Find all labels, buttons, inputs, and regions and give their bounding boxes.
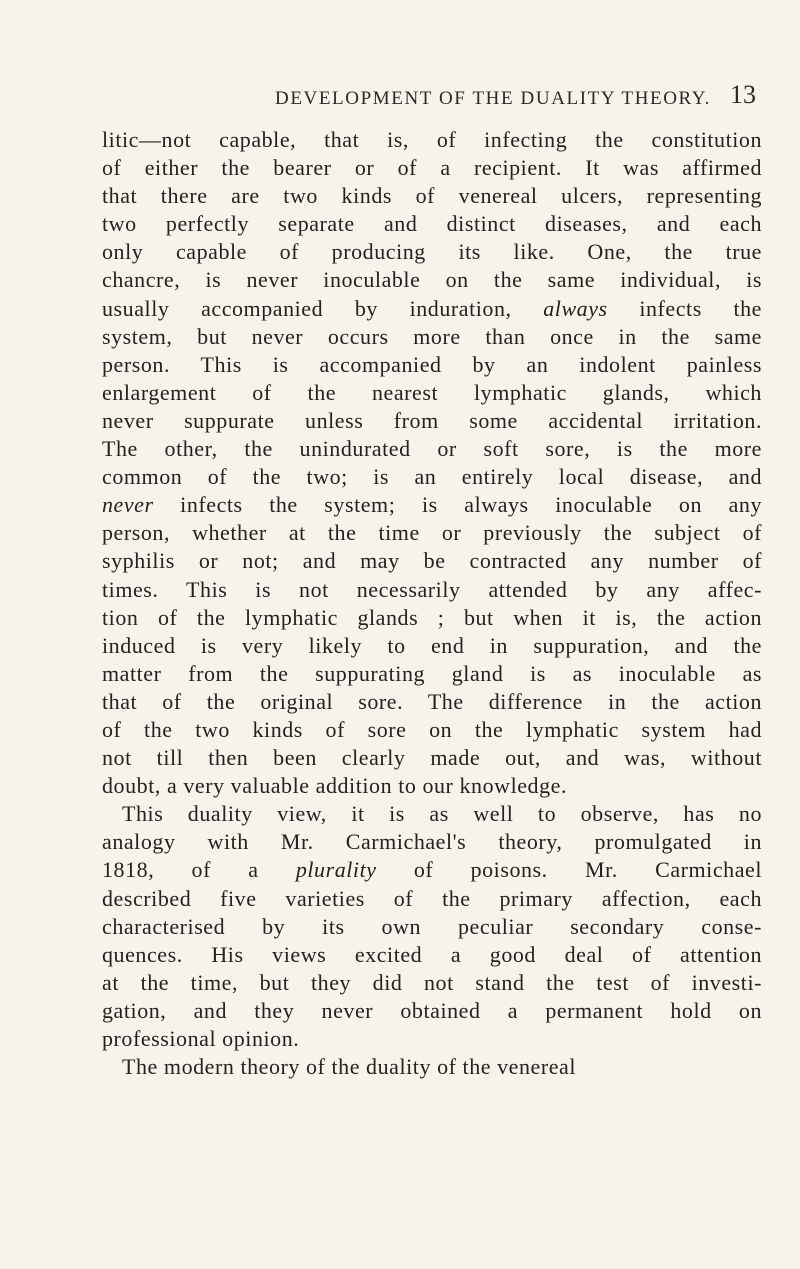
text-line <box>102 800 762 828</box>
text-line <box>102 772 762 800</box>
text-run: induced is very likely to end in suppuration, and the <box>102 632 762 658</box>
text-line <box>102 604 762 632</box>
text-line <box>102 660 762 688</box>
text-line <box>102 632 762 660</box>
text-line <box>102 154 762 182</box>
text-line <box>102 126 762 154</box>
text-line <box>102 688 762 716</box>
text-run: infects the system; is always inoculable on any <box>153 492 762 518</box>
text-line <box>102 463 762 491</box>
text-run: of poisons. Mr. Carmichael <box>376 857 762 883</box>
text-line <box>102 997 762 1025</box>
text-run: tion of the lymphatic glands ; but when it is, the action <box>102 604 762 630</box>
text-line <box>102 435 762 463</box>
text-line <box>102 266 762 294</box>
text-run: that there are two kinds of venereal ulcers, representing <box>102 183 762 209</box>
text-line <box>102 856 762 884</box>
text-line <box>102 182 762 210</box>
text-run: of either the bearer or of a recipient. It was affirmed <box>102 155 762 181</box>
text-line <box>102 323 762 351</box>
text-run: litic—not capable, that is, of infecting the constitution <box>102 127 762 152</box>
text-line <box>102 238 762 266</box>
text-run: at the time, but they did not stand the test of investi- <box>102 969 762 995</box>
text-run: enlargement of the nearest lymphatic glands, which <box>102 379 762 405</box>
text-run: doubt, a very valuable addition to our knowledge. <box>102 773 568 799</box>
text-line <box>102 913 762 941</box>
emphasis-word: plurality <box>295 857 377 883</box>
text-run: never suppurate unless from some accidental irritation. <box>102 407 762 433</box>
text-run: common of the two; is an entirely local disease, and <box>102 464 762 490</box>
text-line <box>102 379 762 407</box>
text-line <box>102 519 762 547</box>
running-head: DEVELOPMENT OF THE DUALITY THEORY. <box>275 88 711 109</box>
emphasis-word: always <box>543 295 608 321</box>
text-run: usually accompanied by induration, <box>102 295 544 321</box>
text-line <box>102 1053 762 1081</box>
text-run: gation, and they never obtained a permanent hold on <box>102 997 762 1023</box>
text-run: system, but never occurs more than once in the same <box>102 323 762 349</box>
body-text <box>102 126 762 1081</box>
text-run: chancre, is never inoculable on the same individual, is <box>102 267 762 293</box>
text-run: matter from the suppurating gland is as inoculable as <box>102 660 762 686</box>
text-run: described five varieties of the primary affection, each <box>102 885 762 911</box>
text-line <box>102 1025 762 1053</box>
text-line <box>102 407 762 435</box>
text-line <box>102 547 762 575</box>
text-run: two perfectly separate and distinct diseases, and each <box>102 211 762 237</box>
text-run: times. This is not necessarily attended by any affec- <box>102 576 762 602</box>
text-line <box>102 491 762 519</box>
text-run: 1818, of a <box>102 857 296 883</box>
emphasis-word: never <box>102 492 154 518</box>
text-line <box>102 885 762 913</box>
text-line <box>102 716 762 744</box>
text-line <box>102 351 762 379</box>
text-run: person, whether at the time or previously the subject of <box>102 520 762 546</box>
text-run: The modern theory of the duality of the venereal <box>122 1054 577 1080</box>
text-run: person. This is accompanied by an indolent painless <box>102 351 762 377</box>
text-line <box>102 210 762 238</box>
text-run: characterised by its own peculiar secondary conse- <box>102 913 762 939</box>
text-run: This duality view, it is as well to observe, has no <box>122 801 762 827</box>
text-run: infects the <box>607 295 762 321</box>
text-run: not till then been clearly made out, and was, without <box>102 745 762 771</box>
text-run: that of the original sore. The difference in the action <box>102 688 762 714</box>
text-run: analogy with Mr. Carmichael's theory, promulgated in <box>102 829 762 855</box>
text-run: only capable of producing its like. One, the true <box>102 239 762 265</box>
text-line <box>102 828 762 856</box>
text-run: of the two kinds of sore on the lymphatic system had <box>102 716 762 742</box>
text-run: quences. His views excited a good deal of attention <box>102 941 762 967</box>
page-number: 13 <box>730 80 756 109</box>
text-run: professional opinion. <box>102 1026 300 1051</box>
text-line <box>102 941 762 969</box>
text-line <box>102 744 762 772</box>
text-line <box>102 969 762 997</box>
text-line <box>102 295 762 323</box>
text-run: The other, the unindurated or soft sore, is the more <box>102 436 762 462</box>
text-run: syphilis or not; and may be contracted any number of <box>102 548 762 574</box>
text-line <box>102 576 762 604</box>
